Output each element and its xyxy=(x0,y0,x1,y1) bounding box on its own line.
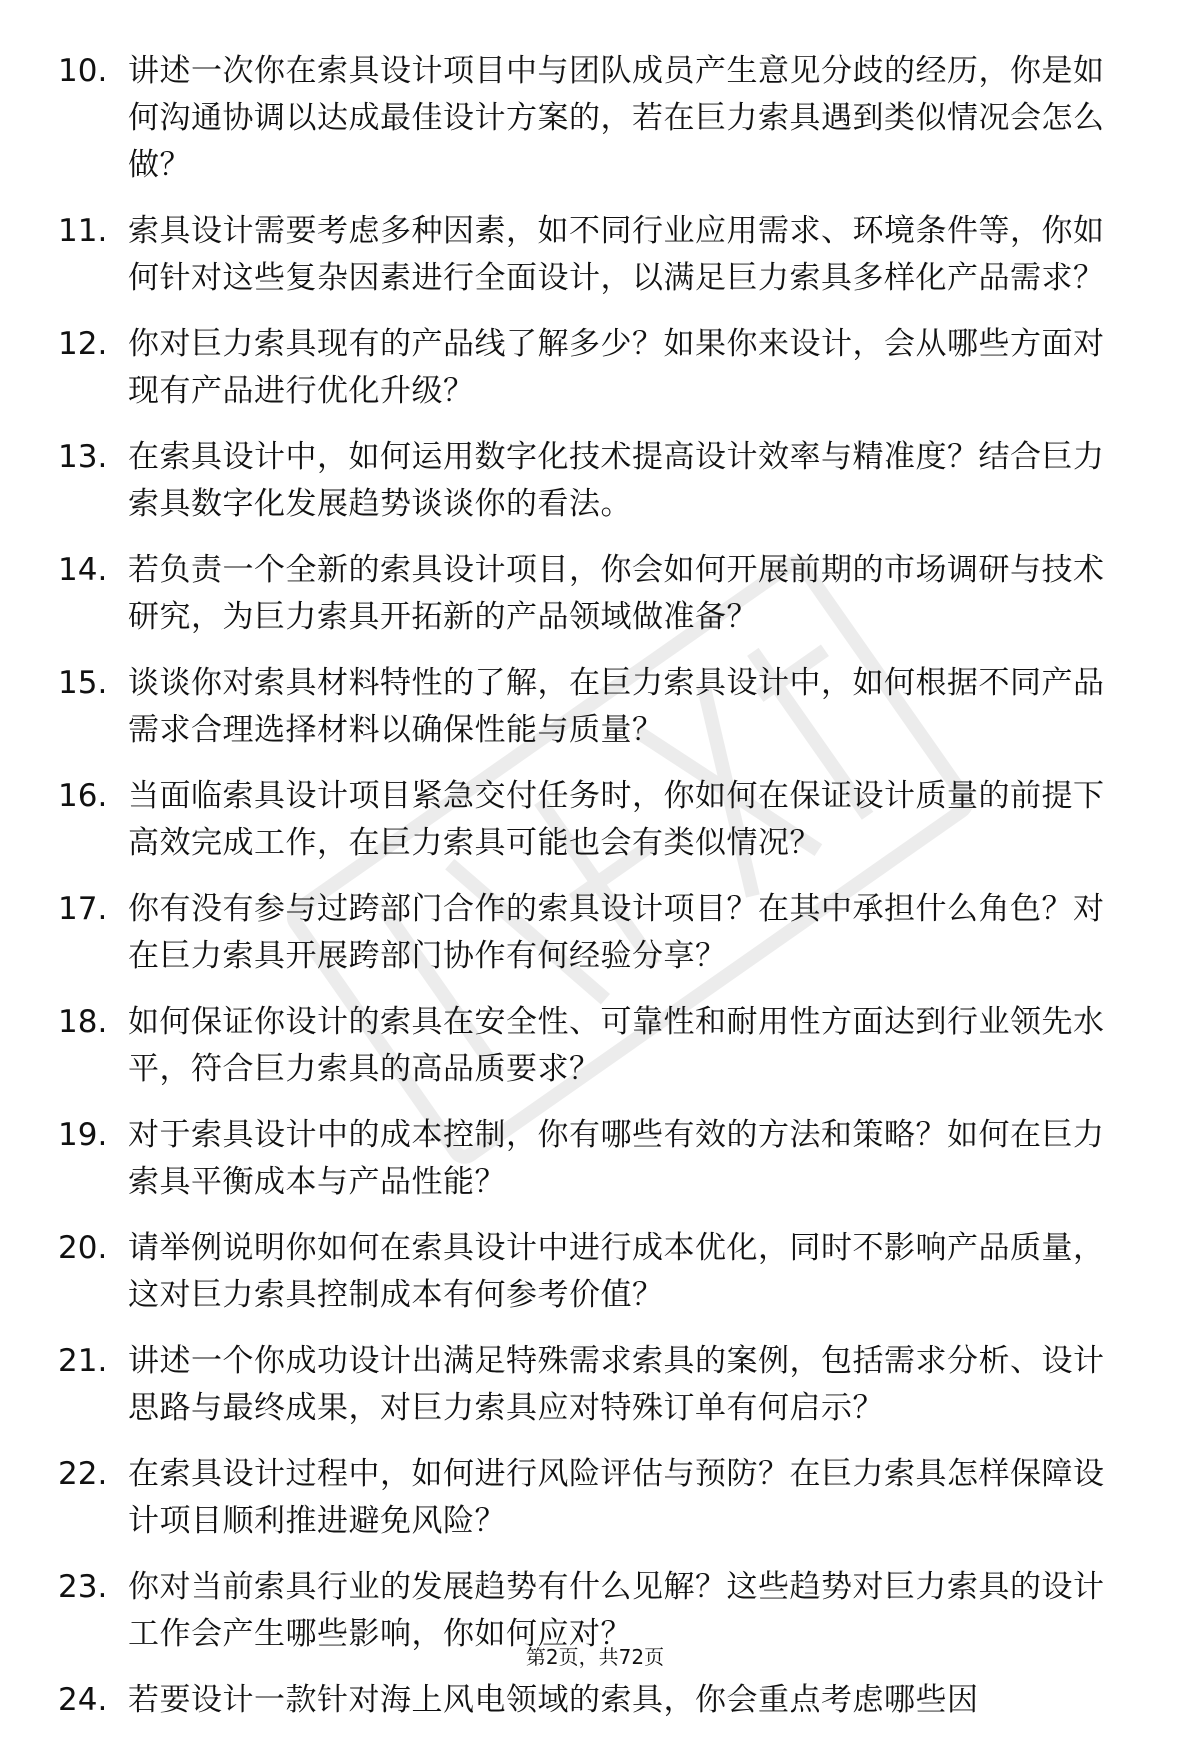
question-number: 10. xyxy=(58,53,108,89)
question-item xyxy=(58,547,1118,641)
page-footer xyxy=(0,1645,1190,1669)
question-item xyxy=(58,999,1118,1093)
question-number: 20. xyxy=(58,1230,108,1266)
question-item xyxy=(58,773,1118,867)
question-item xyxy=(58,1225,1118,1319)
question-number: 14. xyxy=(58,552,108,588)
question-text: 讲述一个你成功设计出满足特殊需求索具的案例，包括需求分析、设计思路与最终成果，对巨力索具应对特殊订单有何启示？ xyxy=(128,1343,1105,1426)
question-text: 谈谈你对索具材料特性的了解，在巨力索具设计中，如何根据不同产品需求合理选择材料以确保性能与质量？ xyxy=(128,665,1105,748)
question-item xyxy=(58,321,1118,415)
question-item xyxy=(58,434,1118,528)
question-item xyxy=(58,1677,1118,1724)
question-item xyxy=(58,1451,1118,1545)
question-item xyxy=(58,208,1118,302)
question-text: 对于索具设计中的成本控制，你有哪些有效的方法和策略？如何在巨力索具平衡成本与产品性能？ xyxy=(128,1117,1105,1200)
question-item xyxy=(58,1564,1118,1658)
page-number-label: 第2页，共72页 xyxy=(525,1645,665,1669)
question-number: 11. xyxy=(58,213,108,249)
question-text: 若要设计一款针对海上风电领域的索具，你会重点考虑哪些因 xyxy=(128,1682,979,1718)
question-text: 你对巨力索具现有的产品线了解多少？如果你来设计，会从哪些方面对现有产品进行优化升级？ xyxy=(128,326,1105,409)
question-item xyxy=(58,1112,1118,1206)
question-text: 在索具设计中，如何运用数字化技术提高设计效率与精准度？结合巨力索具数字化发展趋势谈谈你的看法。 xyxy=(128,439,1105,522)
question-item xyxy=(58,660,1118,754)
question-item xyxy=(58,1338,1118,1432)
question-number: 21. xyxy=(58,1343,108,1379)
question-number: 16. xyxy=(58,778,108,814)
question-text: 你有没有参与过跨部门合作的索具设计项目？在其中承担什么角色？对在巨力索具开展跨部门协作有何经验分享？ xyxy=(128,891,1105,974)
question-number: 22. xyxy=(58,1456,108,1492)
question-number: 24. xyxy=(58,1682,108,1718)
question-text: 在索具设计过程中，如何进行风险评估与预防？在巨力索具怎样保障设计项目顺利推进避免风险？ xyxy=(128,1456,1105,1539)
question-number: 15. xyxy=(58,665,108,701)
question-text: 索具设计需要考虑多种因素，如不同行业应用需求、环境条件等，你如何针对这些复杂因素进行全面设计，以满足巨力索具多样化产品需求？ xyxy=(128,213,1105,296)
question-text: 你对当前索具行业的发展趋势有什么见解？这些趋势对巨力索具的设计工作会产生哪些影响，你如何应对？ xyxy=(128,1569,1105,1652)
question-text: 请举例说明你如何在索具设计中进行成本优化，同时不影响产品质量，这对巨力索具控制成本有何参考价值？ xyxy=(128,1230,1105,1313)
question-number: 18. xyxy=(58,1004,108,1040)
question-text: 当面临索具设计项目紧急交付任务时，你如何在保证设计质量的前提下高效完成工作，在巨力索具可能也会有类似情况？ xyxy=(128,778,1105,861)
question-text: 讲述一次你在索具设计项目中与团队成员产生意见分歧的经历，你是如何沟通协调以达成最佳设计方案的，若在巨力索具遇到类似情况会怎么做？ xyxy=(128,53,1105,183)
question-number: 12. xyxy=(58,326,108,362)
question-number: 13. xyxy=(58,439,108,475)
question-item xyxy=(58,886,1118,980)
question-list xyxy=(58,48,1118,1743)
question-number: 17. xyxy=(58,891,108,927)
question-number: 19. xyxy=(58,1117,108,1153)
question-item xyxy=(58,48,1118,189)
question-number: 23. xyxy=(58,1569,108,1605)
question-text: 如何保证你设计的索具在安全性、可靠性和耐用性方面达到行业领先水平，符合巨力索具的高品质要求？ xyxy=(128,1004,1105,1087)
question-text: 若负责一个全新的索具设计项目，你会如何开展前期的市场调研与技术研究，为巨力索具开拓新的产品领域做准备？ xyxy=(128,552,1105,635)
